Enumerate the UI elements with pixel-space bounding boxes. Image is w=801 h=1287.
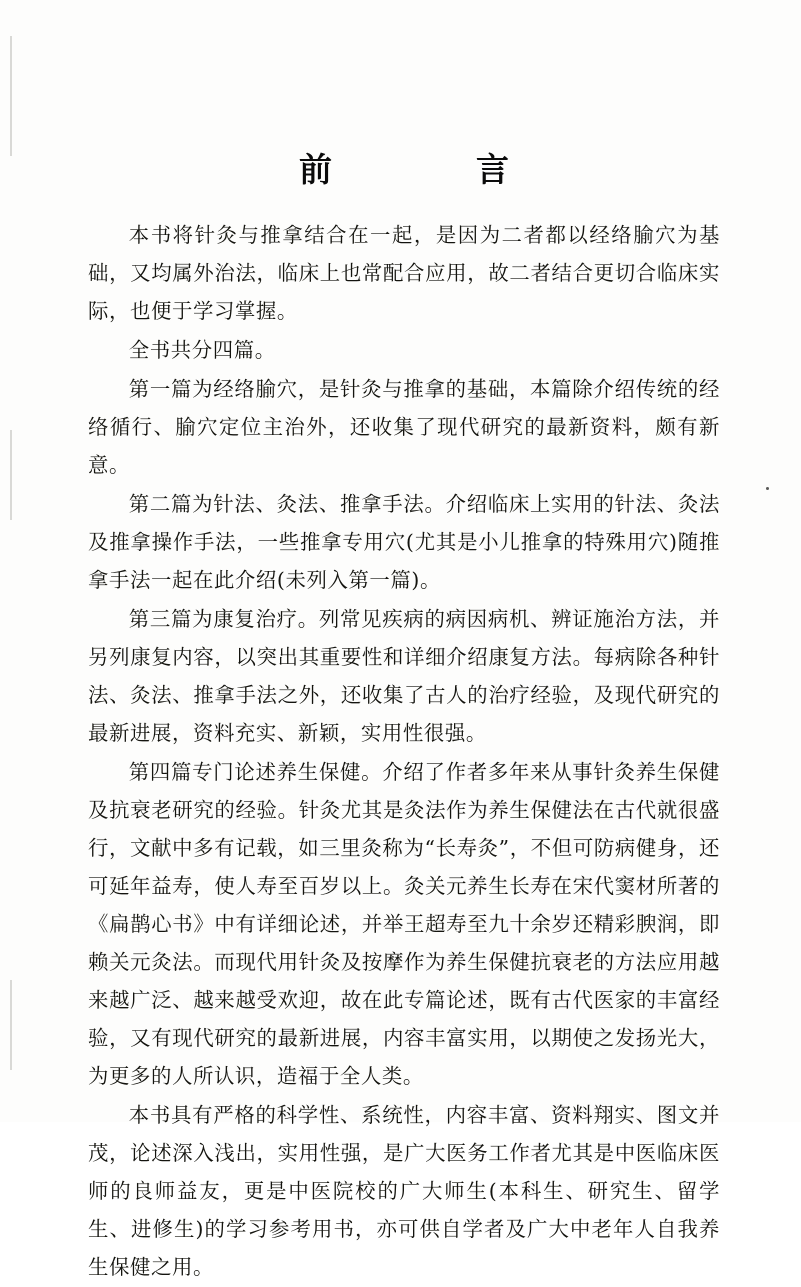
paragraph: 本书将针灸与推拿结合在一起，是因为二者都以经络腧穴为基础，又均属外治法，临床上也常配合应用，故二者结合更切合临床实际，也便于学习掌握。 bbox=[88, 222, 720, 323]
scan-edge-mark bbox=[10, 430, 12, 520]
paragraph: 全书共分四篇。 bbox=[128, 337, 276, 362]
scan-edge-mark bbox=[10, 980, 12, 1070]
paragraph: 第二篇为针法、灸法、推拿手法。介绍临床上实用的针法、灸法及推拿操作手法，一些推拿专用穴(尤其是小儿推拿的特殊用穴)随推拿手法一起在此介绍(未列入第一篇)。 bbox=[88, 491, 720, 592]
scan-edge-mark bbox=[10, 36, 12, 156]
paragraph: 本书具有严格的科学性、系统性，内容丰富、资料翔实、图文并茂，论述深入浅出，实用性强，是广大医务工作者尤其是中医临床医师的良师益友，更是中医院校的广大师生(本科生、研究生、留学生、进修生)的学习参考用书，亦可供自学者及广大中老年人自我养生保健之用。 bbox=[88, 1102, 720, 1279]
page-content bbox=[88, 150, 720, 1287]
paragraph: 第三篇为康复治疗。列常见疾病的病因病机、辨证施治方法，并另列康复内容，以突出其重要性和详细介绍康复方法。每病除各种针法、灸法、推拿手法之外，还收集了古人的治疗经验，及现代研究的最新进展，资料充实、新颖，实用性很强。 bbox=[88, 606, 720, 745]
scan-speck bbox=[766, 487, 769, 490]
paragraph: 第一篇为经络腧穴，是针灸与推拿的基础，本篇除介绍传统的经络循行、腧穴定位主治外，还收集了现代研究的最新资料，颇有新意。 bbox=[88, 376, 720, 477]
page-title: 前 言 bbox=[299, 150, 535, 189]
paragraph: 第四篇专门论述养生保健。介绍了作者多年来从事针灸养生保健及抗衰老研究的经验。针灸尤其是灸法作为养生保健法在古代就很盛行，文献中多有记载，如三里灸称为“长寿灸”，不但可防病健身，还可延年益寿，使人寿至百岁以上。灸关元养生长寿在宋代窦材所著的《扁鹊心书》中有详细论述，并举王超寿至九十余岁还精彩腴润，即赖关元灸法。而现代用针灸及按摩作为养生保健抗衰老的方法应用越来越广泛、越来越受欢迎，故在此专篇论述，既有古代医家的丰富经验，又有现代研究的最新进展，内容丰富实用，以期使之发扬光大，为更多的人所认识，造福于全人类。 bbox=[88, 759, 720, 1088]
